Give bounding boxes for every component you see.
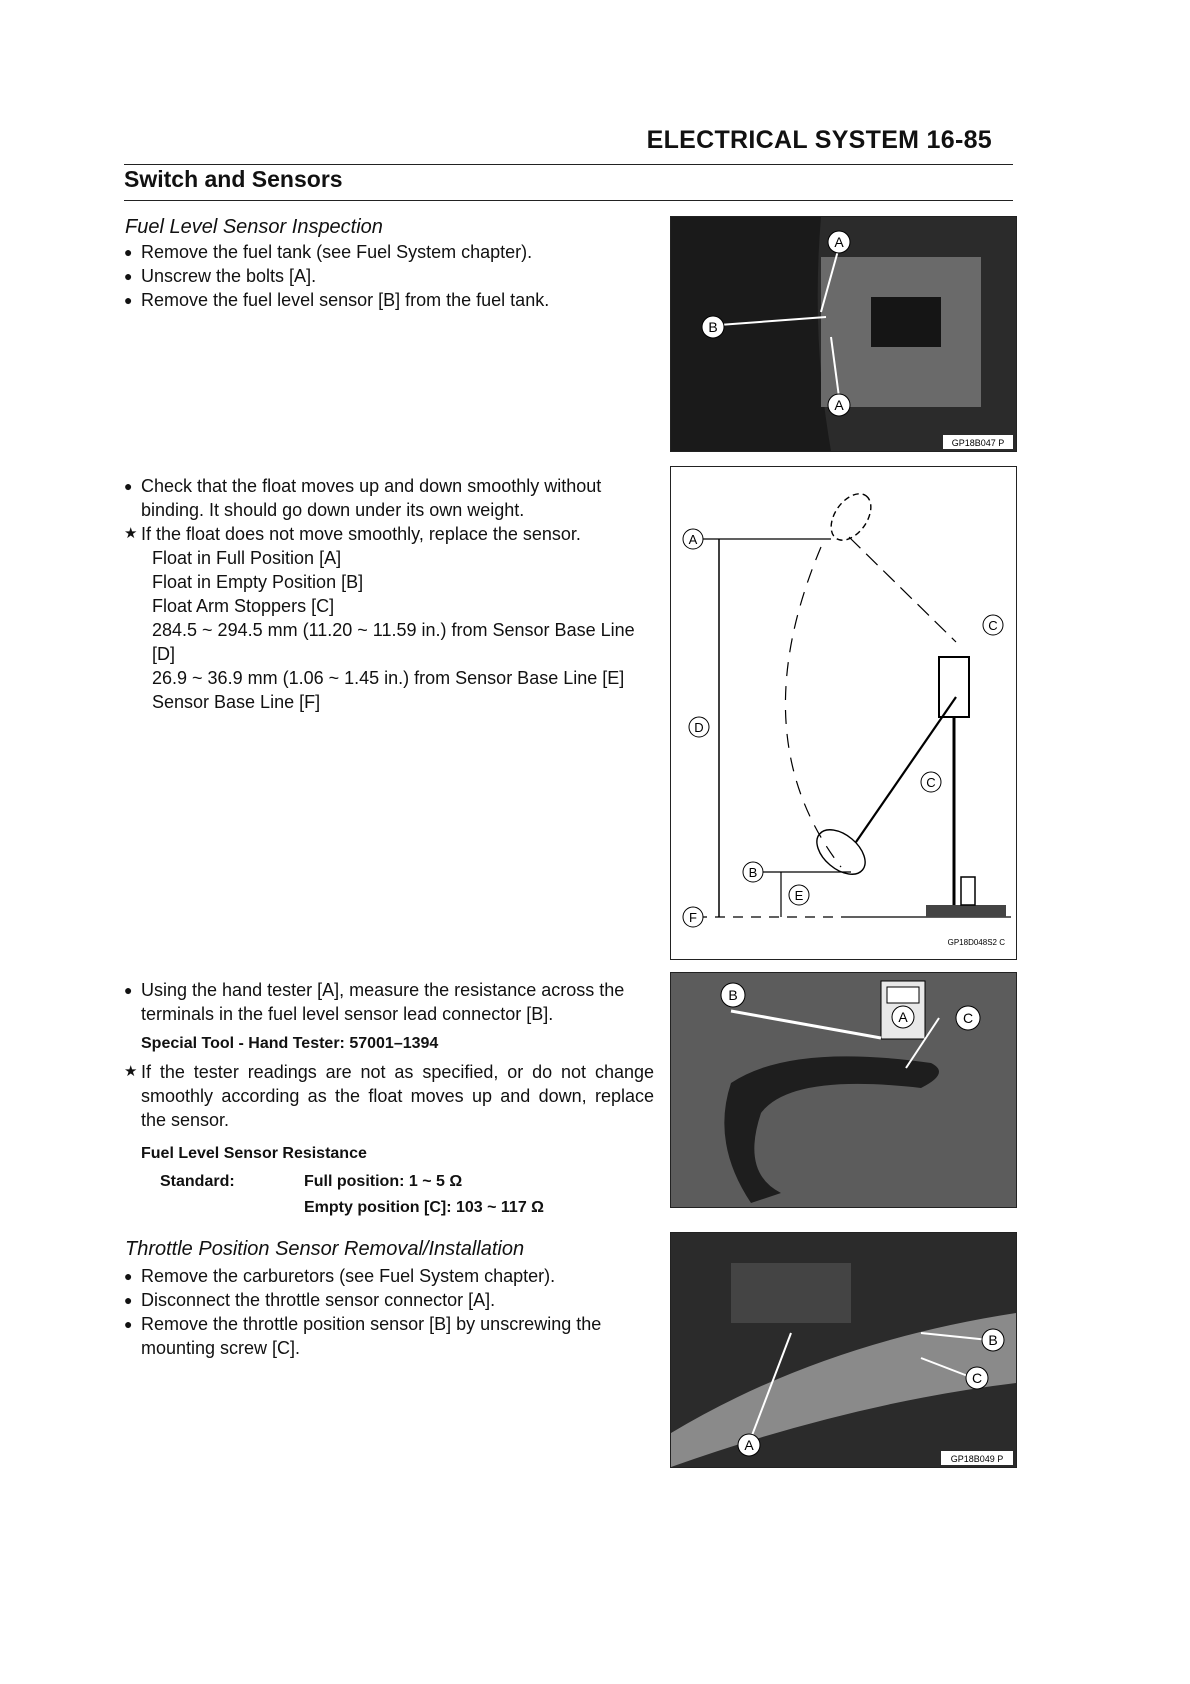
label-a-top: [828, 231, 850, 253]
legend-empty-position: Float in Empty Position [B]: [152, 572, 364, 592]
svg-text:A: A: [834, 397, 844, 413]
svg-text:C: C: [988, 618, 998, 633]
section-title: Switch and Sensors: [124, 166, 343, 192]
svg-text:C: C: [926, 775, 936, 790]
tester-block: [124, 978, 654, 1220]
float-swing-arc: [785, 547, 841, 867]
svg-text:A: A: [898, 1009, 908, 1025]
hand-tester-photo-drawing: [671, 973, 1016, 1207]
step-remove-carburetors: ● Remove the carburetors (see Fuel System chapter).: [124, 1264, 654, 1288]
full-position-value: Full position: 1 ~ 5 Ω: [304, 1173, 463, 1190]
fuel-tank-photo: [670, 216, 1017, 452]
lead-harness: [724, 1056, 939, 1203]
svg-text:B: B: [708, 319, 718, 335]
fuel-level-heading: Fuel Level Sensor Inspection: [125, 216, 383, 238]
label-c-bottom: [921, 772, 941, 792]
throttle-steps: [124, 1264, 654, 1360]
carburetor-body: [671, 1313, 1016, 1467]
leader-b: [731, 1011, 881, 1038]
photo3-code: GP18B049 P: [950, 1454, 1004, 1464]
svg-text:A: A: [744, 1437, 754, 1453]
page-header-title: ELECTRICAL SYSTEM 16-85: [646, 126, 992, 154]
label-b: [702, 316, 724, 338]
throttle-heading: Throttle Position Sensor Removal/Installation: [125, 1238, 525, 1260]
label-d: [689, 717, 709, 737]
note-tester-readings: ★ If the tester readings are not as specified, or do not change smoothly according as the float moves up and down, replace the sensor.: [124, 1060, 654, 1132]
label-a: [892, 1006, 914, 1028]
empty-position-value: Empty position [C]: 103 ~ 117 Ω: [304, 1199, 544, 1216]
section-rule: [124, 200, 1013, 201]
sensor-plug: [961, 877, 975, 905]
svg-text:E: E: [794, 888, 804, 903]
step-hand-tester: ● Using the hand tester [A], measure the resistance across the terminals in the fuel level sensor lead connector [B].: [124, 978, 654, 1026]
photo-shadow-region: [671, 217, 831, 451]
label-a-bottom: [828, 394, 850, 416]
svg-text:B: B: [728, 987, 738, 1003]
svg-text:D: D: [694, 720, 704, 735]
legend-e-distance: 26.9 ~ 36.9 mm (1.06 ~ 1.45 in.) from Sensor Base Line [E]: [152, 668, 625, 688]
photo1-code: GP18B047 P: [951, 438, 1005, 448]
throttle-sensor-photo: [670, 1232, 1017, 1468]
svg-text:C: C: [971, 1370, 983, 1386]
svg-text:B: B: [748, 865, 758, 880]
label-a: [683, 529, 703, 549]
label-b: [721, 983, 745, 1007]
header-rule: [124, 164, 1013, 165]
special-tool: Special Tool - Hand Tester: 57001–1394: [141, 1035, 439, 1052]
legend-full-position: Float in Full Position [A]: [152, 548, 342, 568]
step-remove-tank: ● Remove the fuel tank (see Fuel System chapter).: [124, 240, 654, 264]
legend-base-line: Sensor Base Line [F]: [152, 692, 321, 712]
label-f: [683, 907, 703, 927]
svg-text:A: A: [834, 234, 844, 250]
sensor-housing: [939, 657, 969, 717]
label-b: [982, 1329, 1004, 1351]
legend-d-distance: 284.5 ~ 294.5 mm (11.20 ~ 11.59 in.) from Sensor Base Line [D]: [152, 620, 635, 664]
throttle-sensor-photo-drawing: [671, 1233, 1016, 1467]
sensor-base: [926, 905, 1006, 917]
label-c-top: [983, 615, 1003, 635]
svg-text:B: B: [988, 1332, 998, 1348]
label-c: [956, 1006, 980, 1030]
svg-text:C: C: [962, 1010, 974, 1026]
note-replace-sensor: ★ If the float does not move smoothly, replace the sensor.: [124, 522, 654, 546]
float-diagram-drawing: [671, 467, 1016, 959]
float-check-block: [124, 474, 654, 714]
label-b: [743, 862, 763, 882]
float-arm-full: [849, 537, 956, 642]
step-disconnect-connector: ● Disconnect the throttle sensor connector [A].: [124, 1288, 654, 1312]
diagram-code: GP18D048S2 C: [947, 938, 1005, 947]
label-c: [966, 1367, 988, 1389]
resistance-spec: [124, 1168, 654, 1220]
sensor-body: [871, 297, 941, 347]
legend-arm-stoppers: Float Arm Stoppers [C]: [152, 596, 335, 616]
step-unscrew-bolts: ● Unscrew the bolts [A].: [124, 264, 654, 288]
step-remove-sensor: ● Remove the fuel level sensor [B] from the fuel tank.: [124, 288, 654, 312]
hand-tester-photo: [670, 972, 1017, 1208]
float-arm-empty: [856, 697, 956, 842]
fuel-tank-photo-drawing: [671, 217, 1016, 451]
resistance-title: Fuel Level Sensor Resistance: [141, 1145, 367, 1162]
label-a: [738, 1434, 760, 1456]
svg-text:A: A: [688, 532, 698, 547]
step-remove-throttle-sensor: ● Remove the throttle position sensor [B] by unscrewing the mounting screw [C].: [124, 1312, 654, 1360]
tester-display: [887, 987, 919, 1003]
throttle-linkage: [731, 1263, 851, 1323]
svg-text:F: F: [689, 910, 697, 925]
float-diagram: [670, 466, 1017, 960]
fuel-level-steps: [124, 240, 654, 312]
step-check-float: ● Check that the float moves up and down smoothly without binding. It should go down under its own weight.: [124, 474, 654, 522]
standard-label: Standard:: [160, 1173, 235, 1190]
label-e: [789, 885, 809, 905]
